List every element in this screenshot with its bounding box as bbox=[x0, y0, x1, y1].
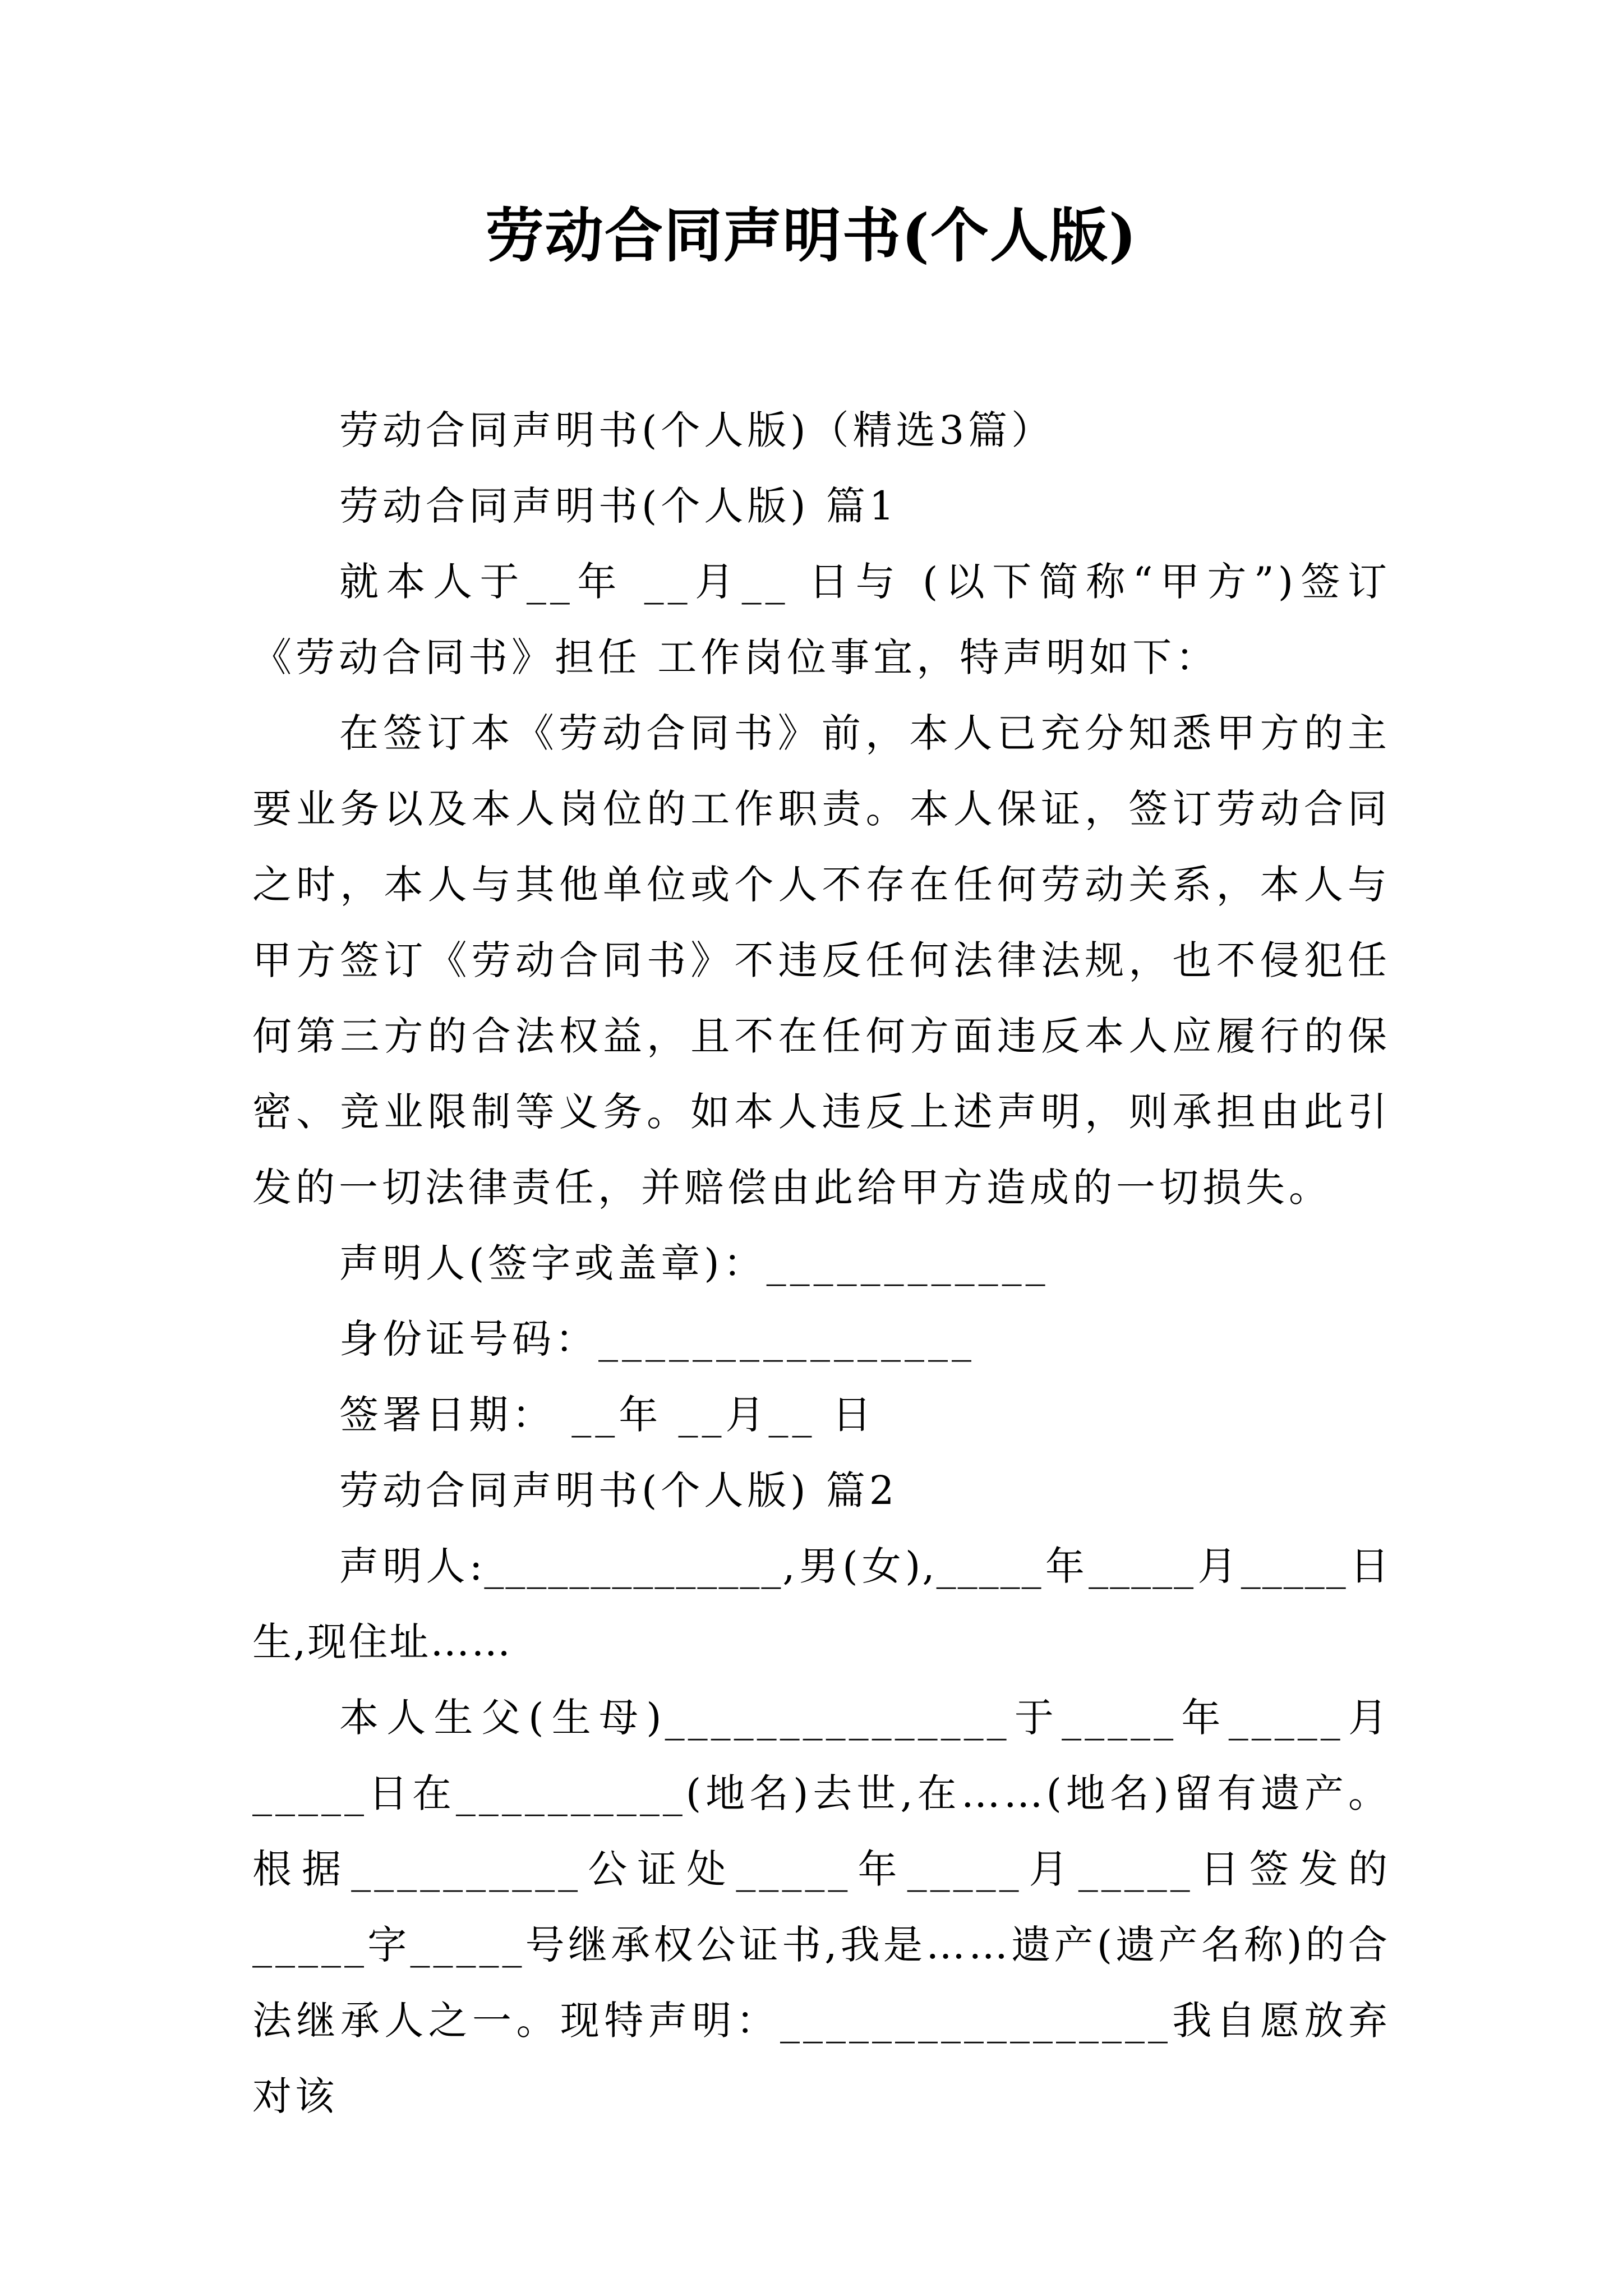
paragraph-signing-intro: 就本人于__年 __月__ 日与 (以下简称“甲方”)签订《劳动合同书》担任 工作岗位事宜，特声明如下： bbox=[252, 559, 1391, 680]
paragraph-signing-date: 签署日期： __年 __月__ 日 bbox=[339, 1392, 875, 1438]
paragraph-collection-heading: 劳动合同声明书(个人版)（精选3篇） bbox=[339, 407, 1055, 453]
paragraph-declaration-body: 在签订本《劳动合同书》前，本人已充分知悉甲方的主要业务以及本人岗位的工作职责。本人保证，签订劳动合同之时，本人与其他单位或个人不存在任何劳动关系，本人与甲方签订《劳动合同书》不违反任何法律法规，也不侵犯任何第三方的合法权益，且不在任何方面违反本人应履行的保密、竞业限制等义务。如本人违反上述声明，则承担由此引发的一切法律责任，并赔偿由此给甲方造成的一切损失。 bbox=[252, 710, 1391, 1211]
paragraph-id-number: 身份证号码：________________ bbox=[339, 1316, 975, 1362]
document-title: 劳动合同声明书(个人版) bbox=[485, 201, 1138, 270]
document-body bbox=[252, 393, 1391, 2134]
paragraph-inheritance-statement: 本人生父(生母)_______________于_____年_____月_____日在__________(地名)去世,在……(地名)留有遗产。根据__________公证处_____年_____月_____日签发的_____字_____号继承权公证书,我是……遗产(遗产名称)的合法继承人之一。现特声明：_________________我自愿放弃对该 bbox=[252, 1695, 1391, 2119]
paragraph-declarant-signature: 声明人(签字或盖章)：____________ bbox=[339, 1240, 1049, 1286]
paragraph-declarant-info: 声明人:______________,男(女),_____年_____月_____日生,现住址…… bbox=[252, 1543, 1391, 1665]
paragraph-section-1-heading: 劳动合同声明书(个人版) 篇1 bbox=[339, 483, 898, 529]
paragraph-section-2-heading: 劳动合同声明书(个人版) 篇2 bbox=[339, 1467, 898, 1513]
